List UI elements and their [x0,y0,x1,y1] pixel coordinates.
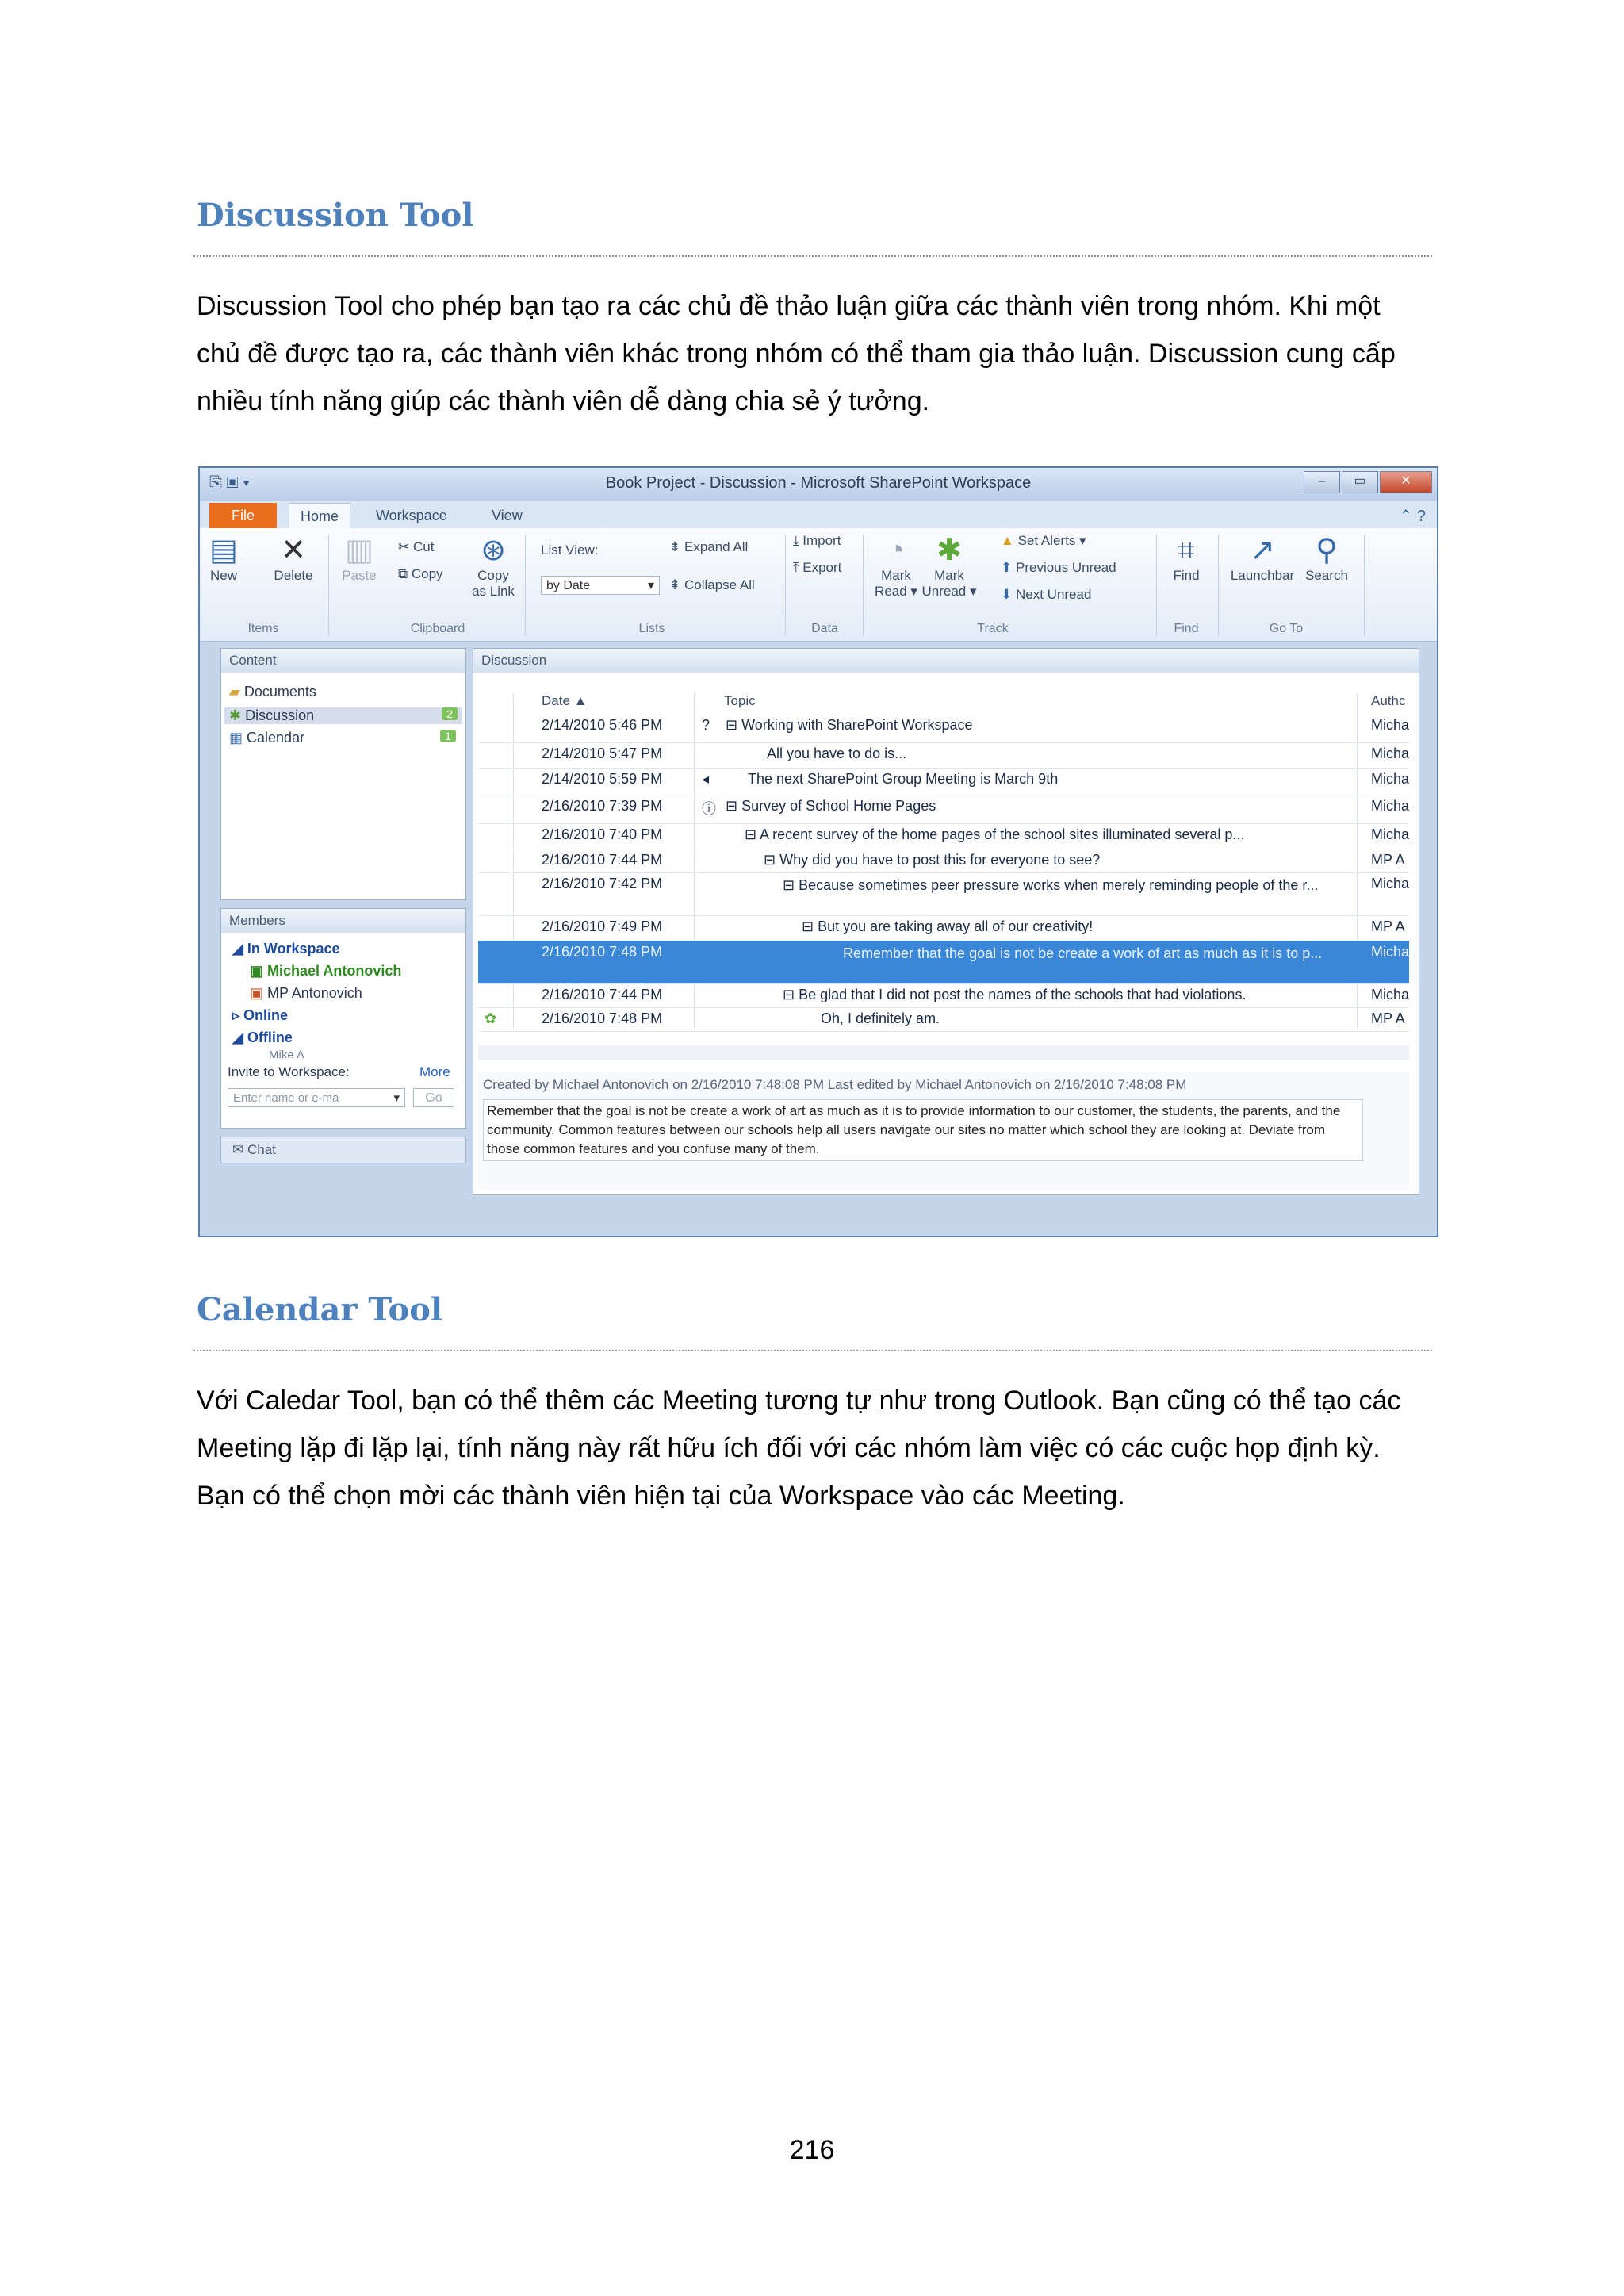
content-panel [220,648,466,900]
copy-button[interactable]: ⧉ Copy [398,566,443,581]
next-unread-icon: ⬇ [1001,587,1013,602]
member-status-icon: ▣ [250,963,264,979]
delete-icon: ✕ [281,534,306,567]
row-author: MP A [1371,1010,1405,1026]
row-author: Micha [1371,717,1410,733]
cut-icon: ✂ [398,539,410,554]
row-author: Micha [1371,798,1410,814]
page-number: 216 [789,2135,835,2165]
ribbon [200,528,1437,642]
group-label-data: Data [811,622,838,635]
link-icon: ⊛ [481,534,506,567]
table-row-selected[interactable] [478,941,1409,984]
group-separator [1364,535,1365,636]
members-group-in-workspace[interactable]: ◢ In Workspace [232,941,340,956]
table-row[interactable] [478,742,1409,769]
table-row[interactable] [478,795,1409,824]
paragraph-line: Với Caledar Tool, bạn có thể thêm các Meeting tương tự như trong Outlook. Bạn cũng có thể tạo các [197,1386,1401,1416]
section-heading-calendar-tool: Calendar Tool [197,1291,443,1328]
column-header-date[interactable]: Date ▲ [542,693,588,708]
binoculars-icon: ⌗ [1178,534,1195,567]
unread-count-badge: 1 [440,730,456,742]
row-date: 2/14/2010 5:59 PM [542,771,663,787]
preview-message-body: Remember that the goal is not be create a work of art as much as it is to provide information to our customer, the students, the parents, and the community. Common features between our schools help all users navigate our sites no matter which school they are looking at. Deviate from those common features and you confuse many of them. [483,1099,1363,1161]
mark-unread-icon: ✱ [936,534,962,567]
alert-icon: ▲ [1001,533,1014,548]
group-label-lists: Lists [638,622,665,635]
row-flag-icon: ? [702,717,710,733]
table-row[interactable] [478,768,1409,795]
search-button[interactable]: ⚲ Search [1302,533,1351,584]
table-row[interactable] [478,983,1409,1008]
row-author: MP A [1371,918,1405,934]
new-item-icon: ▤ [209,534,238,567]
minimize-ribbon-icon[interactable]: ⌃ [1399,508,1413,525]
table-row[interactable] [478,915,1409,941]
next-unread-button[interactable]: ⬇ Next Unread [1001,587,1092,602]
chevron-down-icon: ▾ [393,1091,400,1105]
export-icon: ⤒ [793,560,799,575]
import-button[interactable]: ⤓ Import [793,533,841,548]
row-date: 2/16/2010 7:44 PM [542,852,663,868]
launchbar-button[interactable]: ↗ Launchbar [1224,533,1300,584]
row-date: 2/16/2010 7:48 PM [542,944,663,960]
column-header-topic[interactable]: Topic [724,693,756,708]
group-separator [1156,535,1157,636]
table-row[interactable] [478,823,1409,849]
group-separator [863,535,864,636]
new-button[interactable]: ▤ New [206,533,241,584]
help-icon[interactable]: ? [1416,508,1426,525]
paragraph-line: chủ đề được tạo ra, các thành viên khác trong nhóm có thể tham gia thảo luận. Discussion cung cấp [197,339,1396,369]
paste-icon: ▥ [345,534,373,567]
paste-button[interactable]: ▥ Paste [339,533,379,584]
row-topic: ⊟ Be glad that I did not post the names of the schools that had violations. [783,987,1247,1002]
column-header-author[interactable]: Authc [1371,693,1406,708]
go-button[interactable]: Go [413,1088,454,1107]
calendar-icon: ▦ [229,730,243,746]
table-row[interactable] [478,714,1409,743]
row-topic: The next SharePoint Group Meeting is March 9th [748,771,1059,787]
expand-icon: ⇟ [669,539,681,554]
row-date: 2/16/2010 7:49 PM [542,918,663,934]
table-row[interactable] [478,849,1409,873]
close-icon[interactable]: ✕ [1380,471,1432,493]
members-panel [220,908,466,1129]
row-topic: ⊟ Survey of School Home Pages [726,798,936,814]
row-date: 2/16/2010 7:42 PM [542,876,663,891]
row-topic: ⊟ But you are taking away all of our creativity! [802,918,1094,934]
ribbon-tabs [200,501,1437,528]
preview-metadata: Created by Michael Antonovich on 2/16/2010 7:48:08 PM Last edited by Michael Antonovich on 2/16/2010 7:48:08 PM [483,1077,1187,1092]
content-item-discussion[interactable]: ✱ Discussion 2 [224,707,462,724]
section-heading-discussion-tool: Discussion Tool [197,197,474,234]
members-panel-title: Members [221,909,465,933]
members-group-online[interactable]: ▹ Online [232,1007,289,1023]
paragraph-line: Bạn có thể chọn mời các thành viên hiện tại của Workspace vào các Meeting. [197,1481,1125,1511]
row-topic: All you have to do is... [767,746,907,761]
previous-unread-button[interactable]: ⬆ Previous Unread [1001,560,1116,575]
heading-divider [193,255,1432,257]
paragraph-line: Meeting lặp đi lặp lại, tính năng này rất hữu ích đối với các nhóm làm việc có các cuộc họp định kỳ. [197,1433,1381,1463]
workspace-body [200,642,1437,1236]
row-date: 2/16/2010 7:39 PM [542,798,663,814]
cut-button[interactable]: ✂ Cut [398,539,435,554]
import-icon: ⤓ [793,533,799,548]
discussion-paragraph [197,282,1434,425]
copy-icon: ⧉ [398,566,408,581]
row-topic: ⊟ Why did you have to post this for everyone to see? [764,852,1101,868]
member-michael-antonovich[interactable]: ▣ Michael Antonovich [250,963,402,979]
row-topic: Oh, I definitely am. [821,1010,940,1026]
row-date: 2/14/2010 5:47 PM [542,746,663,761]
row-topic: Remember that the goal is not be create a work of art as much as it is to p... [843,945,1323,961]
find-button[interactable]: ⌗ Find [1162,533,1210,584]
group-label-find: Find [1174,622,1199,635]
launchbar-icon: ↗ [1250,534,1275,567]
tab-file[interactable]: File [209,503,277,528]
export-button[interactable]: ⤒ Export [793,560,842,575]
previous-unread-icon: ⬆ [1001,560,1013,575]
list-view-select[interactable]: by Date ▾ [541,576,660,595]
row-topic: ⊟ Because sometimes peer pressure works when merely reminding people of the r... [783,877,1319,893]
paragraph-line: nhiều tính năng giúp các thành viên dễ dàng chia sẻ ý tưởng. [197,386,930,416]
folder-icon: ▰ [229,684,240,700]
tab-home[interactable]: Home [289,503,350,529]
tab-view[interactable]: View [492,508,523,523]
copy-as-link-button[interactable]: ⊛ Copy as Link [469,533,517,600]
discussion-panel-title: Discussion [473,649,1419,673]
invite-label: Invite to Workspace: [228,1064,350,1079]
horizontal-scrollbar[interactable] [478,1045,1409,1060]
set-alerts-button[interactable]: ▲ Set Alerts ▾ [1001,533,1086,548]
discussion-panel [473,648,1419,1195]
members-group-offline[interactable]: ◢ Offline [232,1029,293,1045]
window-title: Book Project - Discussion - Microsoft SharePoint Workspace [605,474,1032,492]
row-date: 2/14/2010 5:46 PM [542,717,663,733]
row-date: 2/16/2010 7:40 PM [542,826,663,842]
unread-indicator-icon: ✿ [485,1010,497,1026]
invite-more-link[interactable]: More [419,1064,450,1079]
table-row[interactable] [478,872,1409,916]
minimize-icon[interactable]: – [1304,471,1340,493]
row-topic: ⊟ Working with SharePoint Workspace [726,717,973,733]
group-separator [328,535,329,636]
message-preview-pane [478,1072,1409,1190]
content-item-documents[interactable]: ▰ Documents [229,684,316,700]
row-author: Micha [1371,746,1410,761]
collapse-icon: ⇞ [669,577,681,592]
group-label-clipboard: Clipboard [410,622,465,635]
tab-workspace[interactable]: Workspace [376,508,447,523]
chevron-down-icon: ▾ [647,579,654,592]
group-separator [785,535,786,636]
chat-icon: ✉ [232,1142,244,1157]
table-row[interactable] [478,1007,1409,1032]
discussion-icon: ✱ [229,707,242,723]
group-label-goto: Go To [1269,622,1304,635]
mark-unread-button[interactable]: ✱ Mark Unread ▾ [921,534,977,599]
row-date: 2/16/2010 7:44 PM [542,987,663,1002]
delete-button[interactable]: ✕ Delete [270,533,317,584]
collapse-all-button[interactable]: ⇞ Collapse All [669,577,755,592]
row-flag-icon: ⓘ [702,801,716,817]
search-icon: ⚲ [1316,534,1338,567]
member-mike-a[interactable]: Mike A [269,1048,305,1058]
row-author: Micha [1371,771,1410,787]
row-topic: ⊟ A recent survey of the home pages of the school sites illuminated several p... [745,826,1245,842]
row-author: MP A [1371,852,1405,868]
chat-bar[interactable]: ✉ Chat [220,1137,466,1163]
invite-input[interactable]: Enter name or e-ma ▾ [228,1088,405,1107]
content-item-calendar[interactable]: ▦ Calendar 1 [229,730,461,746]
row-flag-icon: ◂ [702,771,710,787]
mark-read-button[interactable]: ◔ Mark Read ▾ [875,534,917,599]
heading-divider [193,1350,1432,1351]
member-mp-antonovich[interactable]: ▣ MP Antonovich [250,985,362,1001]
quick-access-toolbar[interactable]: ⎘ ▣ ▾ [209,474,250,492]
group-label-items: Items [247,622,279,635]
member-status-icon: ▣ [250,985,264,1001]
row-author: Micha [1371,987,1410,1002]
window-titlebar [200,468,1437,501]
row-date: 2/16/2010 7:48 PM [542,1010,663,1026]
list-view-label: List View: [541,542,599,558]
group-separator [1218,535,1219,636]
expand-all-button[interactable]: ⇟ Expand All [669,539,749,554]
mark-read-icon: ◔ [887,534,906,567]
unread-count-badge: 2 [442,707,458,720]
row-author: Micha [1371,944,1410,960]
row-author: Micha [1371,876,1410,891]
content-panel-title: Content [221,649,465,673]
group-label-track: Track [977,622,1009,635]
sharepoint-workspace-screenshot [198,466,1438,1237]
paragraph-line: Discussion Tool cho phép bạn tạo ra các chủ đề thảo luận giữa các thành viên trong nhóm. Khi một [197,291,1381,321]
calendar-paragraph [197,1377,1434,1520]
maximize-icon[interactable]: ▭ [1342,471,1378,493]
row-author: Micha [1371,826,1410,842]
group-separator [525,535,526,636]
